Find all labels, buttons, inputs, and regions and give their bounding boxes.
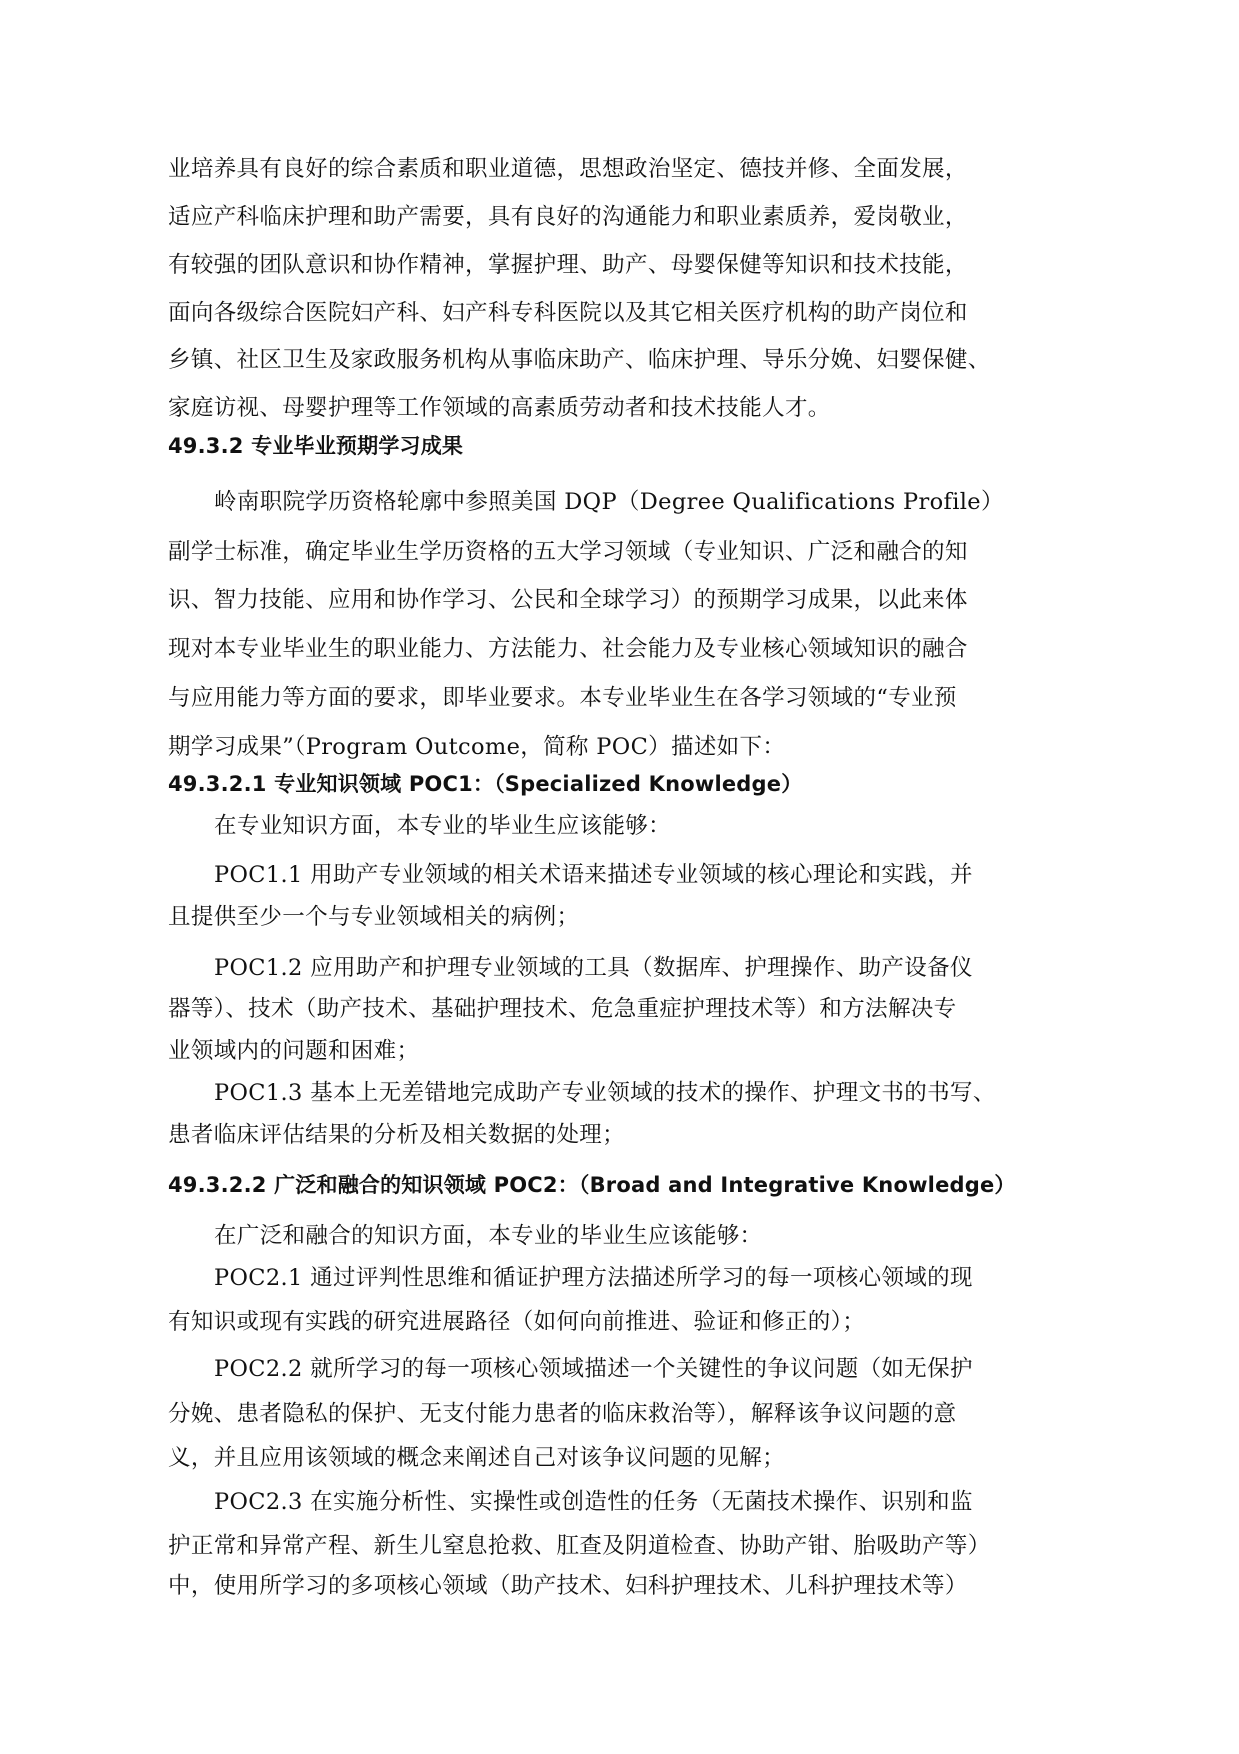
body-text-line: 有知识或现有实践的研究进展路径（如何向前推进、验证和修正的）； <box>168 1309 866 1335</box>
body-text-line: 在广泛和融合的知识方面，本专业的毕业生应该能够： <box>214 1223 763 1249</box>
body-text-line: 有较强的团队意识和协作精神，掌握护理、助产、母婴保健等知识和技术技能， <box>168 252 968 278</box>
subsection-heading: 49.3.2.2 广泛和融合的知识领域 POC2：（Broad and Integrative Knowledge） <box>168 1173 1016 1197</box>
body-text-line: 岭南职院学历资格轮廓中参照美国 DQP（Degree Qualifications Profile） <box>214 489 1004 515</box>
body-text-line: POC2.1 通过评判性思维和循证护理方法描述所学习的每一项核心领域的现 <box>214 1265 973 1291</box>
body-text-line: 在专业知识方面，本专业的毕业生应该能够： <box>214 813 672 839</box>
body-text-line: POC1.3 基本上无差错地完成助产专业领域的技术的操作、护理文书的书写、 <box>214 1080 996 1106</box>
body-text-line: 适应产科临床护理和助产需要，具有良好的沟通能力和职业素质养，爱岗敬业， <box>168 204 968 230</box>
body-text-line: 患者临床评估结果的分析及相关数据的处理； <box>168 1122 626 1148</box>
body-text-line: 且提供至少一个与专业领域相关的病例； <box>168 904 580 930</box>
body-text-line: 期学习成果”（Program Outcome，简称 POC）描述如下： <box>168 734 786 760</box>
body-text-line: 面向各级综合医院妇产科、妇产科专科医院以及其它相关医疗机构的助产岗位和 <box>168 300 968 326</box>
body-text-line: 副学士标准，确定毕业生学历资格的五大学习领域（专业知识、广泛和融合的知 <box>168 539 968 565</box>
body-text-line: POC1.1 用助产专业领域的相关术语来描述专业领域的核心理论和实践，并 <box>214 862 973 888</box>
body-text-line: 义，并且应用该领域的概念来阐述自己对该争议问题的见解； <box>168 1445 785 1471</box>
section-heading: 49.3.2 专业毕业预期学习成果 <box>168 434 464 458</box>
body-text-line: 家庭访视、母婴护理等工作领域的高素质劳动者和技术技能人才。 <box>168 395 831 421</box>
body-text-line: 识、智力技能、应用和协作学习、公民和全球学习）的预期学习成果，以此来体 <box>168 587 968 613</box>
body-text-line: 与应用能力等方面的要求，即毕业要求。本专业毕业生在各学习领域的“专业预 <box>168 685 957 711</box>
body-text-line: 中，使用所学习的多项核心领域（助产技术、妇科护理技术、儿科护理技术等） <box>168 1573 968 1599</box>
body-text-line: POC2.2 就所学习的每一项核心领域描述一个关键性的争议问题（如无保护 <box>214 1356 973 1382</box>
body-text-line: POC2.3 在实施分析性、实操性或创造性的任务（无菌技术操作、识别和监 <box>214 1489 973 1515</box>
body-text-line: 业培养具有良好的综合素质和职业道德，思想政治坚定、德技并修、全面发展， <box>168 156 968 182</box>
body-text-line: 乡镇、社区卫生及家政服务机构从事临床助产、临床护理、导乐分娩、妇婴保健、 <box>168 347 991 373</box>
body-text-line: POC1.2 应用助产和护理专业领域的工具（数据库、护理操作、助产设备仪 <box>214 955 973 981</box>
subsection-heading: 49.3.2.1 专业知识领域 POC1：（Specialized Knowledge） <box>168 772 803 796</box>
body-text-line: 护正常和异常产程、新生儿窒息抢救、肛查及阴道检查、协助产钳、胎吸助产等） <box>168 1533 991 1559</box>
body-text-line: 业领域内的问题和困难； <box>168 1038 420 1064</box>
body-text-line: 现对本专业毕业生的职业能力、方法能力、社会能力及专业核心领域知识的融合 <box>168 636 968 662</box>
body-text-line: 器等）、技术（助产技术、基础护理技术、危急重症护理技术等）和方法解决专 <box>168 996 957 1022</box>
body-text-line: 分娩、患者隐私的保护、无支付能力患者的临床救治等），解释该争议问题的意 <box>168 1401 957 1427</box>
